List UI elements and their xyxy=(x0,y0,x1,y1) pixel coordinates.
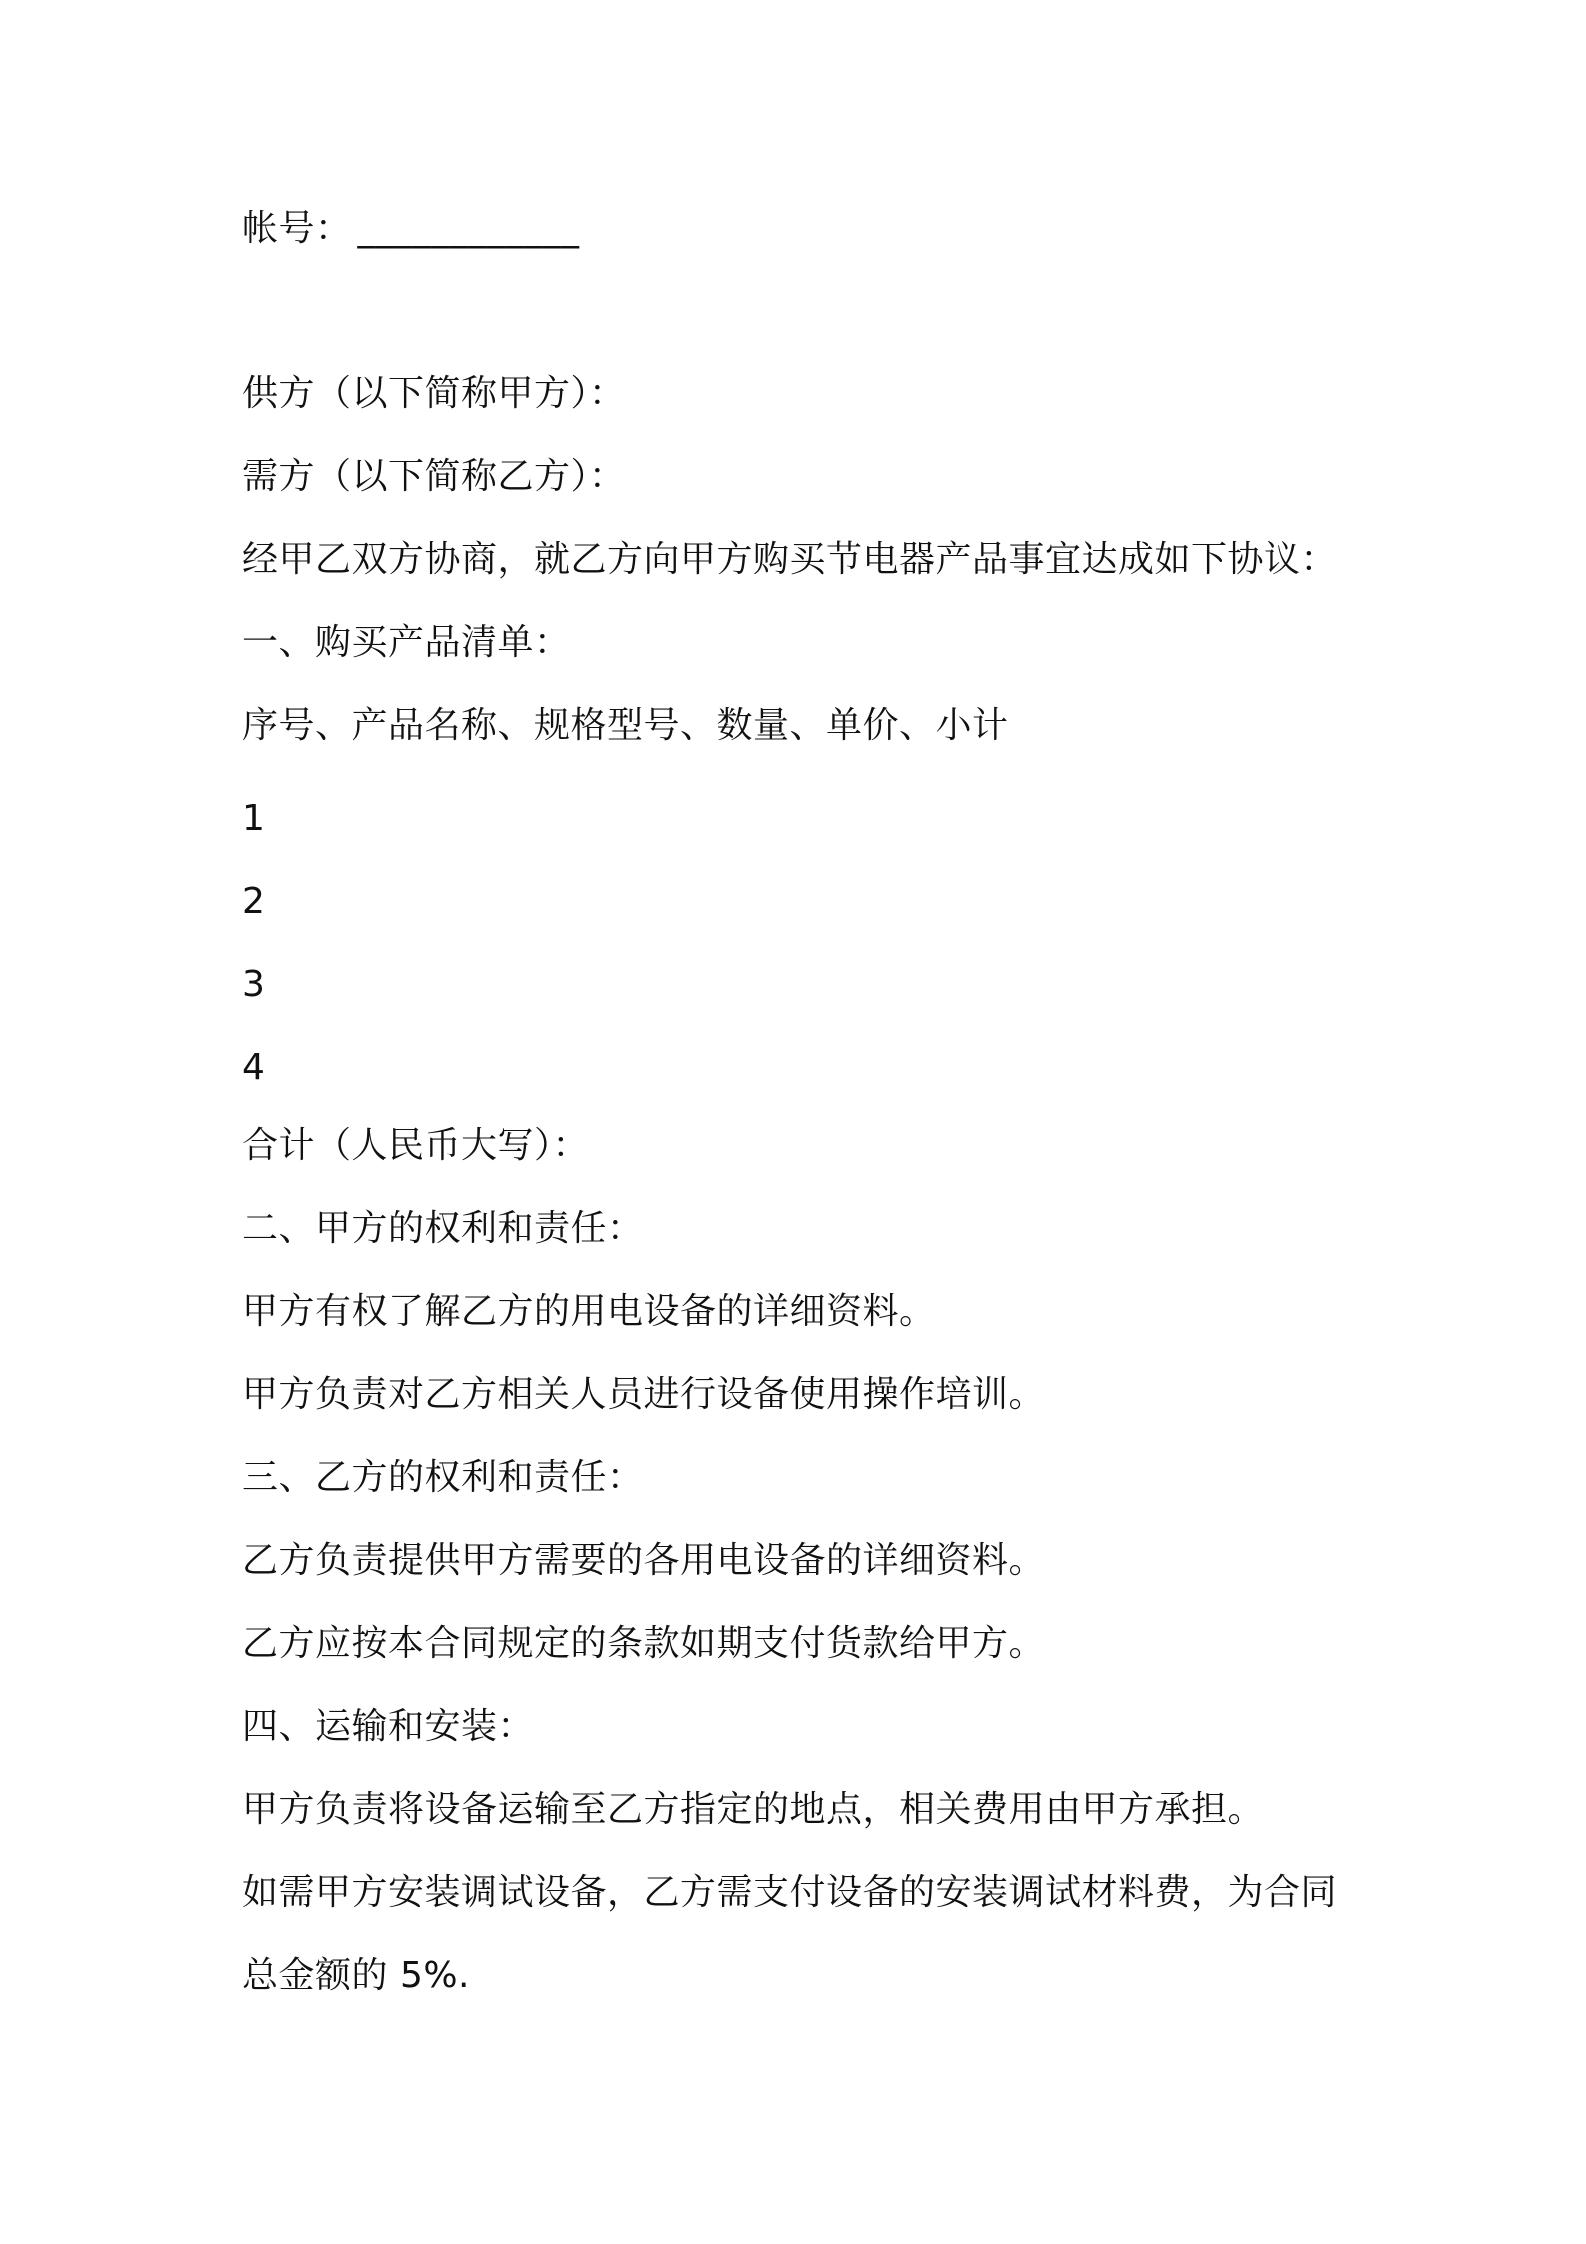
intro-paragraph: 经甲乙双方协商，就乙方向甲方购买节电器产品事宜达成如下协议： xyxy=(242,539,1338,580)
section-4-item-1: 甲方负责将设备运输至乙方指定的地点，相关费用由甲方承担。 xyxy=(242,1789,1265,1830)
account-label: 帐号： xyxy=(242,208,352,249)
product-row-2: 2 xyxy=(242,881,266,922)
supplier-line: 供方（以下简称甲方）： xyxy=(242,373,626,414)
section-4-item-2: 如需甲方安装调试设备，乙方需支付设备的安装调试材料费，为合同 xyxy=(242,1872,1338,1913)
section-3-item-1: 乙方负责提供甲方需要的各用电设备的详细资料。 xyxy=(242,1540,1046,1581)
section-3-title: 三、乙方的权利和责任： xyxy=(242,1457,644,1498)
product-row-3: 3 xyxy=(242,964,266,1005)
product-row-4: 4 xyxy=(242,1047,266,1088)
section-1-title: 一、购买产品清单： xyxy=(242,622,571,663)
section-2-item-2: 甲方负责对乙方相关人员进行设备使用操作培训。 xyxy=(242,1374,1046,1415)
product-row-1: 1 xyxy=(242,798,266,839)
section-2-title: 二、甲方的权利和责任： xyxy=(242,1208,644,1249)
section-4-item-2-continued: 总金额的 5%. xyxy=(242,1955,470,1996)
account-blank: ____________ xyxy=(357,208,580,249)
account-line xyxy=(242,205,580,253)
section-4-title: 四、运输和安装： xyxy=(242,1706,535,1747)
total-line: 合计（人民币大写）： xyxy=(242,1125,590,1166)
product-list-columns: 序号、产品名称、规格型号、数量、单价、小计 xyxy=(242,705,1009,746)
section-3-item-2: 乙方应按本合同规定的条款如期支付货款给甲方。 xyxy=(242,1623,1046,1664)
section-2-item-1: 甲方有权了解乙方的用电设备的详细资料。 xyxy=(242,1291,936,1332)
buyer-line: 需方（以下简称乙方）： xyxy=(242,456,626,497)
